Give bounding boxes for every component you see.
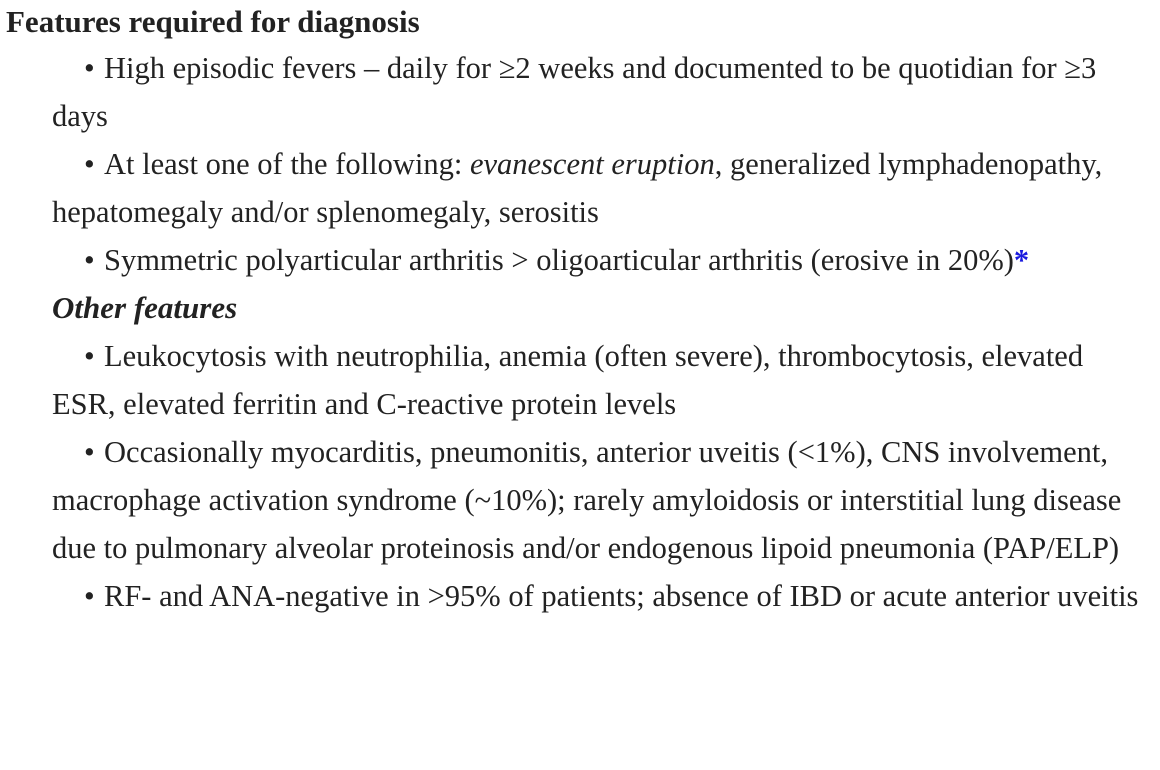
list-item [52,332,1148,428]
bullet-icon: • [84,579,95,613]
bullet-icon: • [84,51,95,85]
list-item-text-suffix: , generalized lymphadenopathy, hepatomegaly and/or splenomegaly, serositis [52,147,1103,229]
list-item [52,140,1148,236]
bullet-icon: • [84,339,95,373]
required-features-list [6,44,1148,620]
list-item-text: Symmetric polyarticular arthritis > oligoarticular arthritis (erosive in 20%) [104,243,1014,277]
list-item-text: RF- and ANA-negative in >95% of patients; absence of IBD or acute anterior uveitis [104,579,1139,613]
list-item [52,572,1148,620]
list-item-emphasis: evanescent eruption [469,147,715,181]
list-item-text: Leukocytosis with neutrophilia, anemia (often severe), thrombocytosis, elevated ESR, elevated ferritin and C-reactive protein levels [52,339,1084,421]
bullet-icon: • [84,435,95,469]
list-item [52,428,1148,572]
list-item [52,236,1148,284]
list-item-text: Occasionally myocarditis, pneumonitis, anterior uveitis (<1%), CNS involvement, macrophage activation syndrome (~10%); rarely amyloidosis or interstitial lung disease due to pulmonary alveolar proteinosis and/or endogenous lipoid pneumonia (PAP/ELP) [52,435,1122,565]
section-heading-other: Other features [52,290,238,325]
bullet-icon: • [84,243,95,277]
list-item-text-prefix: At least one of the following: [104,147,470,181]
footnote-link[interactable]: * [1013,243,1030,277]
list-item [52,44,1148,140]
list-item-text: High episodic fevers – daily for ≥2 weeks and documented to be quotidian for ≥3 days [52,51,1097,133]
section-heading-required: Features required for diagnosis [6,4,420,39]
bullet-icon: • [84,147,95,181]
